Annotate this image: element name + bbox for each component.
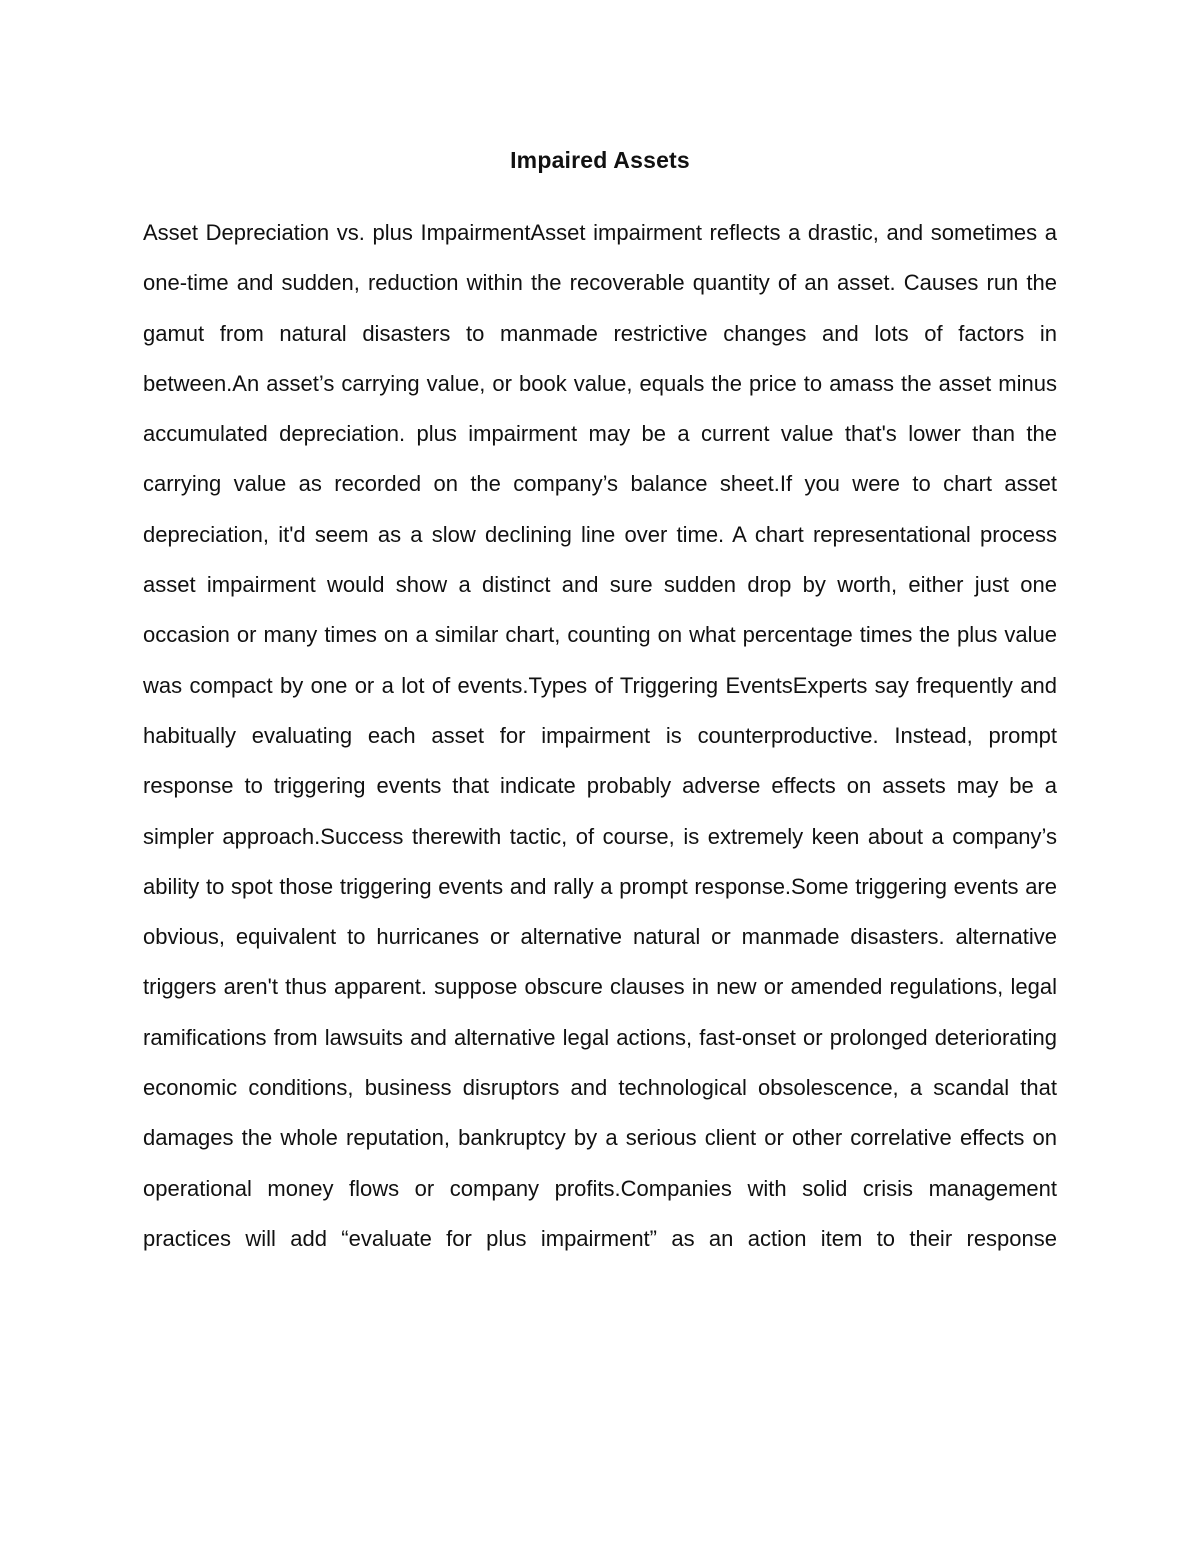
body-paragraph: Asset Depreciation vs. plus ImpairmentAsset impairment reflects a drastic, and sometimes a one-time and sudden, reduction within the recoverable quantity of an asset. Causes run the gamut from natural disasters to manmade restrictive changes and lots of factors in between.An asset’s carrying value, or book value, equals the price to amass the asset minus accumulated depreciation. plus impairment may be a current value that's lower than the carrying value as recorded on the company’s balance sheet.If you were to chart asset depreciation, it'd seem as a slow declining line over time. A chart representational process asset impairment would show a distinct and sure sudden drop by worth, either just one occasion or many times on a similar chart, counting on what percentage times the plus value was compact by one or a lot of events.Types of Triggering EventsExperts say frequently and habitually evaluating each asset for impairment is counterproductive. Instead, prompt response to triggering events that indicate probably adverse effects on assets may be a simpler approach.Success therewith tactic, of course, is extremely keen about a company’s ability to spot those triggering events and rally a prompt response.Some triggering events are obvious, equivalent to hurricanes or alternative natural or manmade disasters. alternative triggers aren't thus apparent. suppose obscure clauses in new or amended regulations, legal ramifications from lawsuits and alternative legal actions, fast-onset or prolonged deteriorating economic conditions, business disruptors and technological obsolescence, a scandal that damages the whole reputation, bankruptcy by a serious client or other correlative effects on operational money flows or company profits.Companies with solid crisis management practices will add “evaluate for plus impairment” as an action item to their response <box>143 220 1057 1251</box>
page-title: Impaired Assets <box>510 147 690 173</box>
